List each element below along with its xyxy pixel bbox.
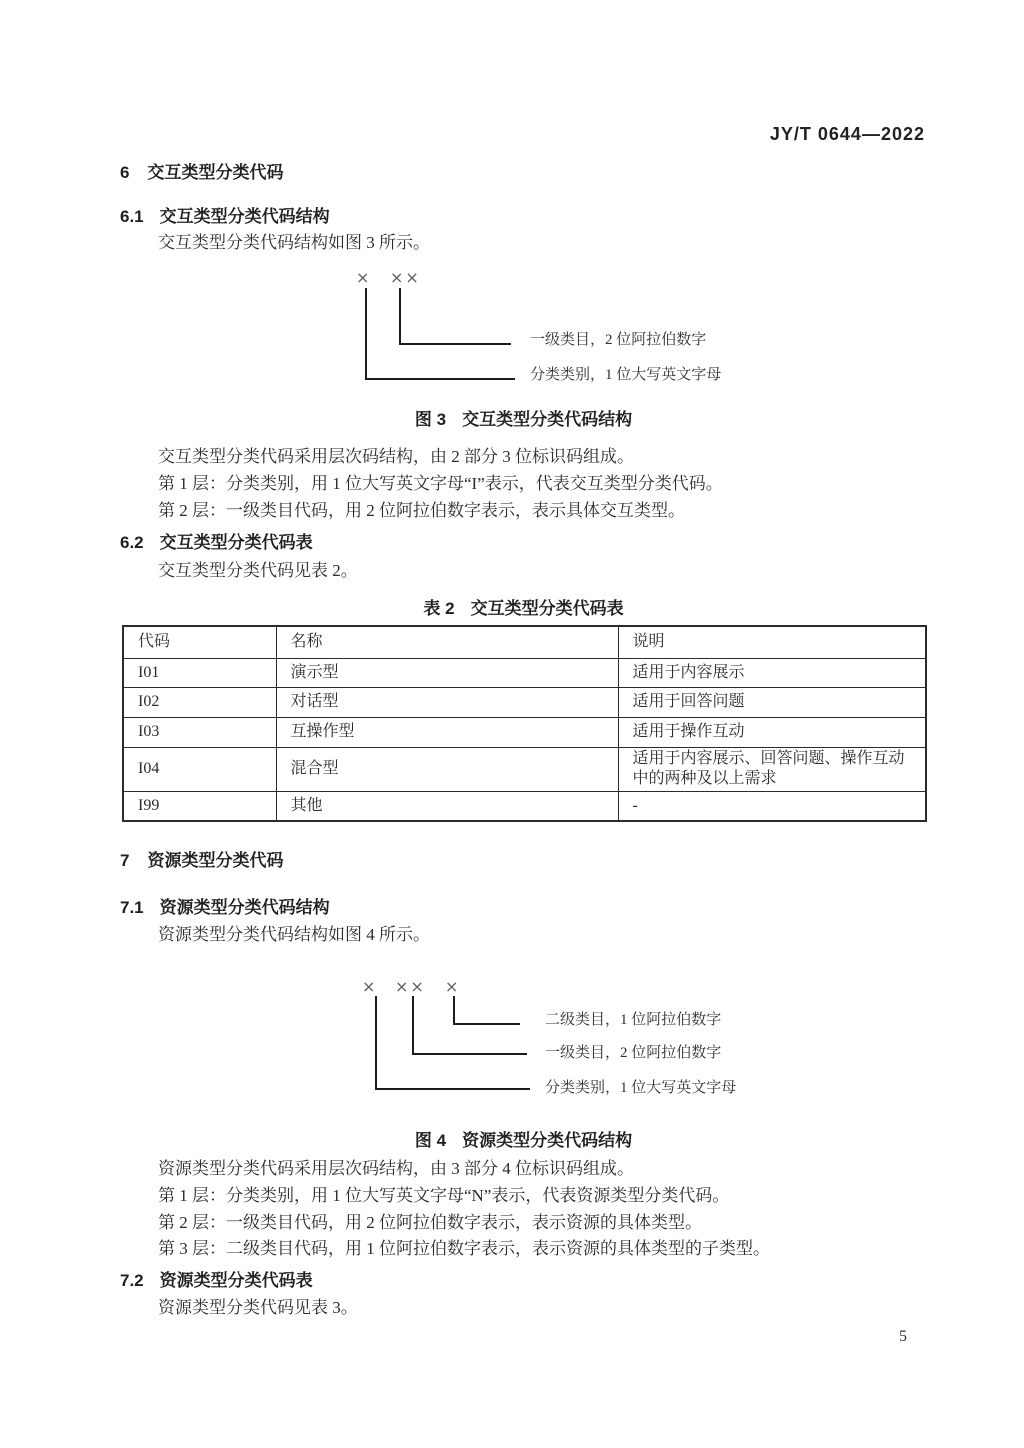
fig3-label-level1: 一级类目，2 位阿拉伯数字 xyxy=(530,332,707,348)
figure-3-caption-number: 图 3 xyxy=(414,410,447,429)
section-6-number: 6 xyxy=(120,163,130,182)
table-cell-code: I03 xyxy=(123,717,276,747)
section-7-1-number: 7.1 xyxy=(120,898,144,917)
section-6-1-number: 6.1 xyxy=(120,207,144,226)
fig4-x-mark-level1: ×× xyxy=(395,977,426,996)
fig3-x-mark-level1: ×× xyxy=(390,268,421,287)
table-2-title-number: 表 2 xyxy=(423,599,455,618)
table-row xyxy=(123,687,926,717)
section-7-title: 资源类型分类代码 xyxy=(147,851,284,870)
fig4-connector-vertical-level1 xyxy=(412,996,414,1053)
table-cell-code: I02 xyxy=(123,687,276,717)
figure-4-caption-number: 图 4 xyxy=(414,1131,447,1150)
section-7-heading xyxy=(120,846,283,871)
fig3-connector-horizontal-level1 xyxy=(399,343,511,345)
section-6-2-intro: 交互类型分类代码见表 2。 xyxy=(158,561,358,580)
fig4-connector-horizontal-level1 xyxy=(412,1053,527,1055)
fig4-x-mark-level2: × xyxy=(445,977,461,996)
section-6-heading xyxy=(120,158,283,183)
table-row xyxy=(123,717,926,747)
table-cell-name: 对话型 xyxy=(276,687,618,717)
table-cell-code: I99 xyxy=(123,791,276,821)
section-7-paragraph-4: 第 3 层：二级类目代码，用 1 位阿拉伯数字表示，表示资源的具体类型的子类型。 xyxy=(158,1239,770,1258)
table-cell-name: 互操作型 xyxy=(276,717,618,747)
section-7-paragraph-1: 资源类型分类代码采用层次码结构，由 3 部分 4 位标识码组成。 xyxy=(158,1159,634,1178)
section-6-2-number: 6.2 xyxy=(120,533,144,552)
fig4-label-level2: 二级类目，1 位阿拉伯数字 xyxy=(545,1012,722,1028)
section-6-paragraph-1: 交互类型分类代码采用层次码结构，由 2 部分 3 位标识码组成。 xyxy=(158,447,634,466)
table-row xyxy=(123,791,926,821)
section-7-1-title: 资源类型分类代码结构 xyxy=(159,898,330,917)
fig4-label-level1: 一级类目，2 位阿拉伯数字 xyxy=(545,1045,722,1061)
section-6-title: 交互类型分类代码 xyxy=(147,163,284,182)
section-7-paragraph-2: 第 1 层：分类类别，用 1 位大写英文字母“N”表示，代表资源类型分类代码。 xyxy=(158,1186,730,1205)
table-row xyxy=(123,747,926,791)
section-6-paragraph-2: 第 1 层：分类类别，用 1 位大写英文字母“I”表示，代表交互类型分类代码。 xyxy=(158,474,723,493)
fig4-connector-vertical-category xyxy=(375,996,377,1088)
section-7-1-heading xyxy=(120,893,330,918)
section-7-number: 7 xyxy=(120,851,130,870)
table-2 xyxy=(122,625,927,822)
figure-3-caption xyxy=(122,405,925,430)
section-6-2-heading xyxy=(120,528,313,553)
fig4-connector-horizontal-category xyxy=(375,1088,530,1090)
table-header-code: 代码 xyxy=(123,626,276,658)
table-cell-code: I04 xyxy=(123,747,276,791)
fig3-connector-horizontal-category xyxy=(365,378,515,380)
table-cell-description: 适用于操作互动 xyxy=(618,717,926,747)
table-cell-code: I01 xyxy=(123,658,276,687)
table-cell-description: 适用于内容展示 xyxy=(618,658,926,687)
section-7-2-intro: 资源类型分类代码见表 3。 xyxy=(158,1298,358,1317)
section-6-2-title: 交互类型分类代码表 xyxy=(159,533,313,552)
fig4-label-category: 分类类别，1 位大写英文字母 xyxy=(545,1080,737,1096)
section-6-paragraph-3: 第 2 层：一级类目代码，用 2 位阿拉伯数字表示，表示具体交互类型。 xyxy=(158,501,685,520)
section-7-2-number: 7.2 xyxy=(120,1271,144,1290)
table-header-name: 名称 xyxy=(276,626,618,658)
fig4-connector-vertical-level2 xyxy=(453,996,455,1023)
table-row-header xyxy=(123,626,926,658)
section-6-1-intro: 交互类型分类代码结构如图 3 所示。 xyxy=(158,233,430,252)
section-7-2-heading xyxy=(120,1266,313,1291)
table-cell-name: 演示型 xyxy=(276,658,618,687)
fig4-connector-horizontal-level2 xyxy=(453,1023,520,1025)
section-7-paragraph-3: 第 2 层：一级类目代码，用 2 位阿拉伯数字表示，表示资源的具体类型。 xyxy=(158,1213,702,1232)
table-cell-description: 适用于回答问题 xyxy=(618,687,926,717)
table-2-title-text: 交互类型分类代码表 xyxy=(470,599,624,618)
section-6-1-heading xyxy=(120,202,330,227)
table-row xyxy=(123,658,926,687)
section-6-1-title: 交互类型分类代码结构 xyxy=(159,207,330,226)
table-cell-name: 其他 xyxy=(276,791,618,821)
figure-4-caption xyxy=(122,1126,925,1151)
table-cell-description: - xyxy=(618,791,926,821)
section-7-2-title: 资源类型分类代码表 xyxy=(159,1271,313,1290)
figure-3-caption-text: 交互类型分类代码结构 xyxy=(462,410,633,429)
table-2-title xyxy=(122,594,925,619)
fig4-x-mark-category: × xyxy=(362,977,378,996)
section-7-1-intro: 资源类型分类代码结构如图 4 所示。 xyxy=(158,925,430,944)
figure-4-caption-text: 资源类型分类代码结构 xyxy=(462,1131,633,1150)
table-cell-description: 适用于内容展示、回答问题、操作互动中的两种及以上需求 xyxy=(618,747,926,791)
fig3-x-mark-category: × xyxy=(356,268,372,287)
table-header-description: 说明 xyxy=(618,626,926,658)
fig3-connector-vertical-category xyxy=(365,288,367,380)
fig3-connector-vertical-level1 xyxy=(399,288,401,345)
fig3-label-category: 分类类别，1 位大写英文字母 xyxy=(530,367,722,383)
doc-code-header: JY/T 0644—2022 xyxy=(769,124,925,144)
page-number: 5 xyxy=(899,1328,907,1345)
table-cell-name: 混合型 xyxy=(276,747,618,791)
